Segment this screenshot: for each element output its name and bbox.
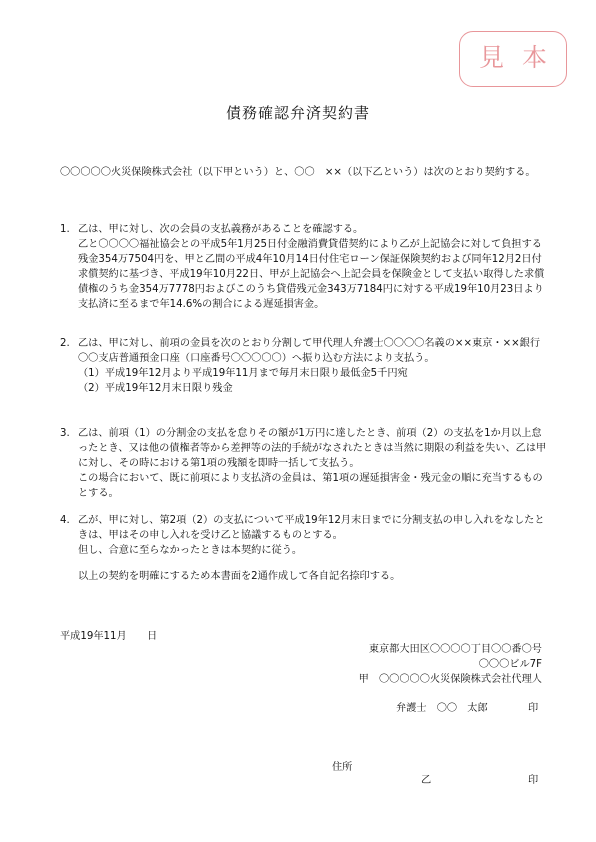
clause-3: [60, 426, 550, 501]
party-b-label: 乙: [421, 775, 432, 786]
clause-1: [60, 222, 550, 312]
intro-paragraph: 〇〇〇〇〇火災保険株式会社（以下甲という）と、〇〇 ××（以下乙という）は次のとおり契約する。: [60, 167, 536, 178]
address-line-1: 東京都大田区〇〇〇〇丁目〇〇番〇号: [368, 644, 542, 655]
clause-paragraph: 乙と〇〇〇〇福祉協会との平成5年1月25日付金融消費貸借契約により乙が上記協会に対して負担する残金354万7504円を、甲と乙間の平成4年10月14日付住宅ローン保証保険契約および同年12月2日付求償契約に基づき、平成19年10月22日、甲が上記協会へ上記会員を保険金として支払い取得した求償債権のうち金354万7778円およびこのうち貸借残元金343万7184円に対する平成19年10月23日より支払済に至るまで年14.6%の割合による遅延損害金。: [78, 239, 545, 310]
party-a-name: 甲 〇〇〇〇〇火災保険株式会社代理人: [358, 674, 542, 685]
clause-paragraph: この場合において、既に前項により支払済の金員は、第1項の遅延損害金・残元金の順に充当するものとする。: [78, 473, 543, 499]
contract-date: 平成19年11月 日: [60, 631, 158, 642]
clause-4: [60, 513, 550, 558]
clause-paragraph: 乙が、甲に対し、第2項（2）の支払について平成19年12月末日までに分割支払の申し入れをなしたときは、甲はその申し入れを受け乙と協議するものとする。: [78, 515, 545, 541]
clause-paragraph: 但し、合意に至らなかったときは本契約に従う。: [78, 545, 303, 556]
address-line-2: 〇〇〇ビル7F: [478, 659, 542, 670]
clause-paragraph: 乙は、甲に対し、次の会員の支払義務があることを確認する。: [78, 224, 364, 235]
party-b-address-label: 住所: [332, 762, 353, 773]
clause-number: 1.: [60, 224, 70, 235]
clause-paragraph: 乙は、甲に対し、前項の金員を次のとおり分割して甲代理人弁護士〇〇〇〇名義の××東京・××銀行〇〇支店普通預金口座（口座番号〇〇〇〇〇）へ振り込む方法により支払う。: [78, 338, 541, 364]
sample-stamp: 見本: [459, 31, 567, 87]
lawyer-signature: [396, 701, 539, 716]
party-b-seal-mark: 印: [528, 775, 539, 786]
closing-statement: 以上の契約を明確にするため本書面を2通作成して各自記名捺印する。: [78, 571, 401, 582]
clause-paragraph: 乙は、前項（1）の分割金の支払を怠りその額が1万円に達したとき、前項（2）の支払を1か月以上怠ったとき、又は他の債権者等から差押等の法的手続がなされたときは当然に期限の利益を失い、乙は甲に対し、その時における第1項の残額を即時一括して支払う。: [78, 428, 547, 469]
clause-number: 4.: [60, 515, 70, 526]
clause-paragraph: （2）平成19年12月末日限り残金: [78, 383, 233, 394]
clause-number: 2.: [60, 338, 70, 349]
document-title: 債務確認弁済契約書: [225, 104, 370, 122]
clause-paragraph: （1）平成19年12月より平成19年11月まで毎月末日限り最低金5千円宛: [78, 368, 408, 379]
lawyer-name: 弁護士 〇〇 太郎: [396, 703, 488, 714]
lawyer-seal-mark: 印: [528, 703, 539, 714]
clause-number: 3.: [60, 428, 70, 439]
clause-2: [60, 336, 550, 396]
